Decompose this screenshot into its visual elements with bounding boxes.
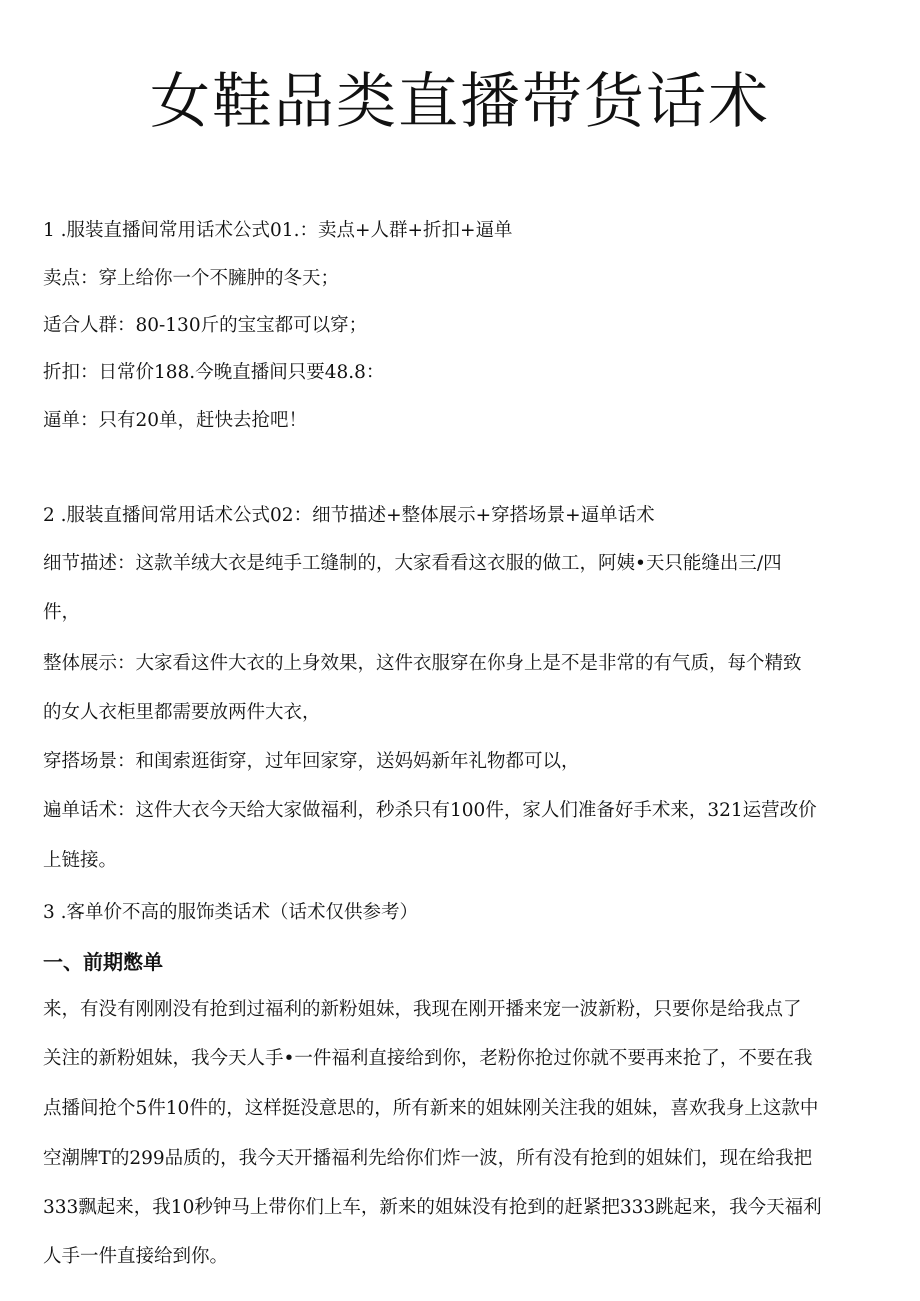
text-line: 件， bbox=[43, 602, 81, 623]
subsection-heading: 一、前期憋单 bbox=[43, 950, 163, 974]
text-line: 上链接。 bbox=[43, 850, 118, 871]
section-2-heading: 2 .服装直播间常用话术公式02：细节描述+整体展示+穿搭场景+逼单话术 bbox=[43, 505, 655, 526]
text-line: 333飘起来，我10秒钟马上带你们上车，新来的姐妹没有抢到的赶紧把333跳起来，我今天福利 bbox=[43, 1197, 822, 1218]
text-line: 关注的新粉姐妹，我今天人手•一件福利直接给到你，老粉你抢过你就不要再来抢了，不要在我 bbox=[43, 1048, 813, 1069]
text-line: 细节描述：这款羊绒大衣是纯手工缝制的，大家看看这衣服的做工，阿姨•天只能缝出三/四 bbox=[43, 553, 782, 574]
text-line: 折扣：日常价188.今晚直播间只要48.8： bbox=[43, 362, 385, 383]
document-title: 女鞋品类直播带货话术 bbox=[150, 67, 770, 137]
text-line: 适合人群：80-130斤的宝宝都可以穿； bbox=[43, 315, 368, 336]
text-line: 逼单：只有20单，赶快去抢吧！ bbox=[43, 410, 308, 431]
section-1-heading: 1 .服装直播间常用话术公式01.：卖点+人群+折扣+逼单 bbox=[43, 220, 513, 241]
text-line: 的女人衣柜里都需要放两件大衣， bbox=[43, 702, 321, 723]
text-line: 来，有没有刚刚没有抢到过福利的新粉姐妹，我现在刚开播来宠一波新粉，只要你是给我点了 bbox=[43, 999, 802, 1020]
text-line: 遍单话术：这件大衣今天给大家做福利，秒杀只有100件，家人们准备好手术来，321运营改价 bbox=[43, 800, 817, 821]
text-line: 空潮牌T的299品质的，我今天开播福利先给你们炸一波，所有没有抢到的姐妹们，现在给我把 bbox=[43, 1148, 813, 1169]
text-line: 人手一件直接给到你。 bbox=[43, 1246, 229, 1267]
text-line: 卖点：穿上给你一个不臃肿的冬天； bbox=[43, 268, 340, 289]
section-3-heading: 3 .客单价不高的服饰类话术（话术仅供参考） bbox=[43, 902, 419, 923]
text-line: 穿搭场景：和闺索逛街穿，过年回家穿，送妈妈新年礼物都可以， bbox=[43, 751, 580, 772]
text-line: 点播间抢个5件10件的，这样挺没意思的，所有新来的姐妹刚关注我的姐妹，喜欢我身上这款中 bbox=[43, 1098, 819, 1119]
text-line: 整体展示：大家看这件大衣的上身效果，这件衣服穿在你身上是不是非常的有气质，每个精致 bbox=[43, 653, 802, 674]
